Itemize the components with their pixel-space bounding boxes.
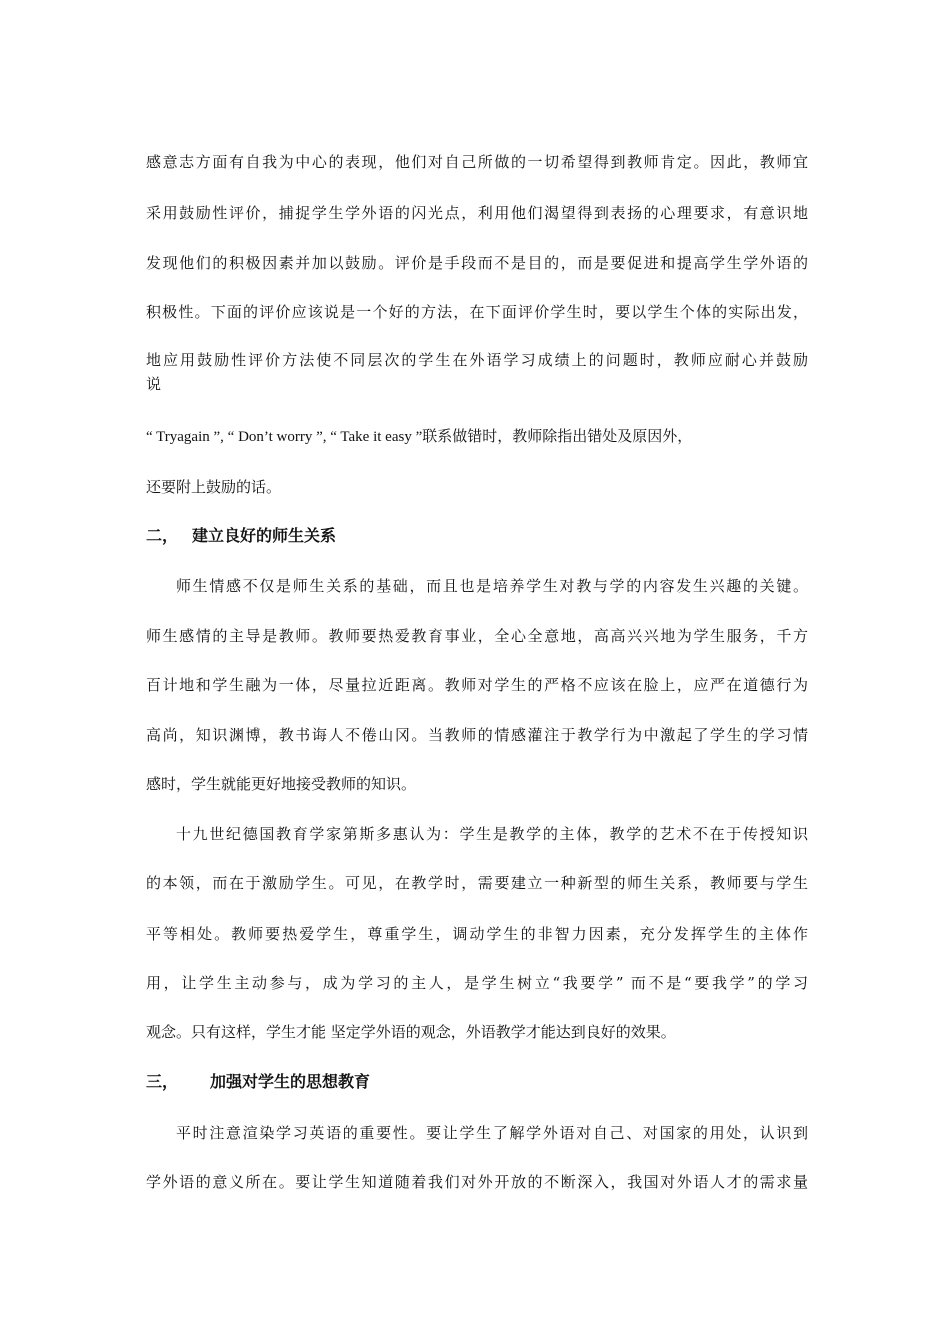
paragraph-line: 的本领，而在于激励学生。可见，在教学时，需要建立一种新型的师生关系，教师要与学生 [146, 874, 808, 892]
paragraph-line: 地应用鼓励性评价方法使不同层次的学生在外语学习成绩上的问题时，教师应耐心并鼓励 [146, 351, 808, 369]
paragraph-line: 师生情感不仅是师生关系的基础，而且也是培养学生对教与学的内容发生兴趣的关键。 [176, 577, 808, 595]
paragraph-line: 观念。只有这样，学生才能 坚定学外语的观念，外语教学才能达到良好的效果。 [146, 1023, 676, 1041]
section-title: 建立良好的师生关系 [192, 526, 337, 545]
section-number: 三， [146, 1072, 179, 1091]
section-heading-3 [146, 1072, 370, 1092]
paragraph-line: 百计地和学生融为一体，尽量拉近距离。教师对学生的严格不应该在脸上，应严在道德行为 [146, 676, 808, 694]
paragraph-line: 说 [146, 375, 162, 393]
paragraph-line: 还要附上鼓励的话。 [146, 478, 282, 496]
section-title: 加强对学生的思想教育 [210, 1072, 371, 1091]
paragraph-line: 采用鼓励性评价，捕捉学生学外语的闪光点，利用他们渴望得到表扬的心理要求，有意识地 [146, 204, 808, 222]
paragraph-line: 学外语的意义所在。要让学生知道随着我们对外开放的不断深入，我国对外语人才的需求量 [146, 1173, 808, 1191]
paragraph-line: 感意志方面有自我为中心的表现，他们对自己所做的一切希望得到教师肯定。因此，教师宜 [146, 153, 808, 171]
section-heading-2 [146, 526, 336, 546]
paragraph-line: 高尚，知识渊博，教书诲人不倦山冈。当教师的情感灌注于教学行为中激起了学生的学习情 [146, 726, 808, 744]
paragraph-line: 发现他们的积极因素并加以鼓励。评价是手段而不是目的，而是要促进和提高学生学外语的 [146, 254, 808, 272]
paragraph-line: 平时注意渲染学习英语的重要性。要让学生了解学外语对自己、对国家的用处，认识到 [176, 1124, 808, 1142]
paragraph-line: 积极性。下面的评价应该说是一个好的方法，在下面评价学生时，要以学生个体的实际出发， [146, 303, 808, 321]
paragraph-line: 师生感情的主导是教师。教师要热爱教育事业，全心全意地，高高兴兴地为学生服务，千方 [146, 627, 808, 645]
paragraph-line: 感时，学生就能更好地接受教师的知识。 [146, 775, 417, 793]
paragraph-line: 十九世纪德国教育学家第斯多惠认为：学生是教学的主体，教学的艺术不在于传授知识 [176, 825, 808, 843]
paragraph-line: 平等相处。教师要热爱学生，尊重学生，调动学生的非智力因素，充分发挥学生的主体作 [146, 925, 808, 943]
paragraph-line: “ Tryagain ”, “ Don’t worry ”, “ Take it easy ”联系做错时，教师除指出错处及原因外， [146, 429, 693, 445]
paragraph-line: 用，让学生主动参与，成为学习的主人，是学生树立“我要学” 而不是“要我学”的学习 [146, 974, 808, 992]
section-number: 二， [146, 526, 179, 545]
